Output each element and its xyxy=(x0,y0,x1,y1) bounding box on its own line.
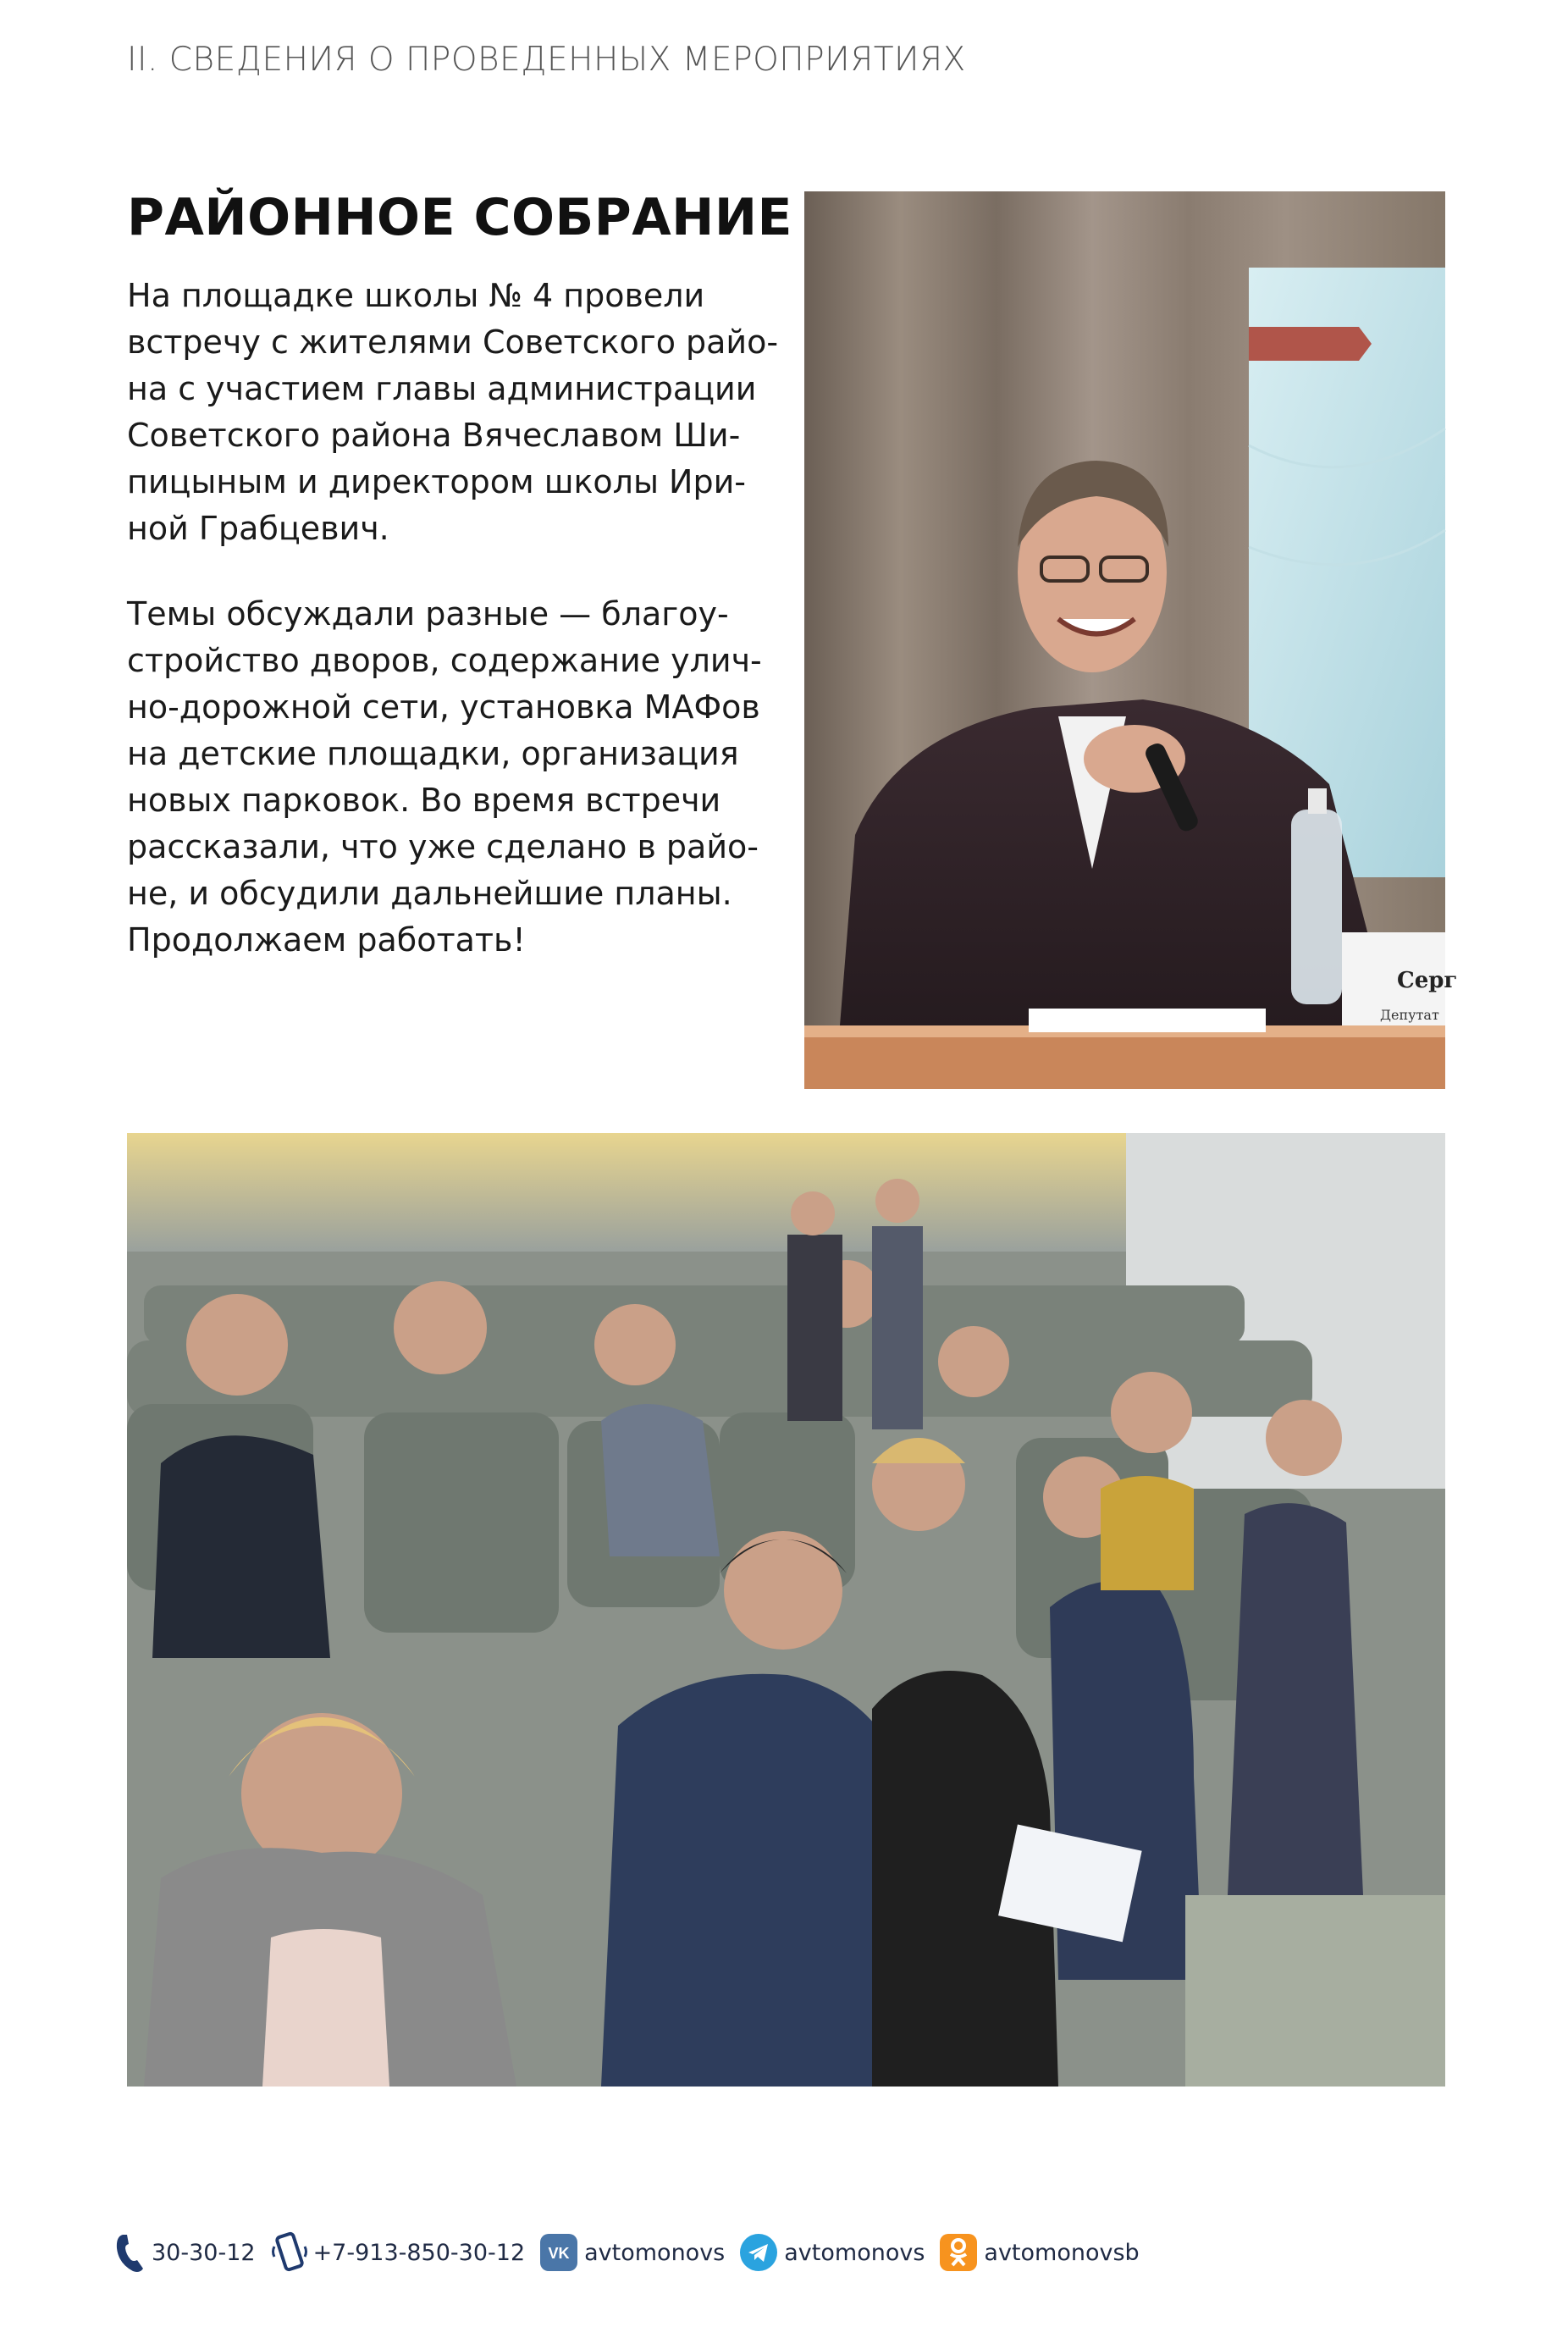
text-line: Советского района Вячеславом Ши- xyxy=(127,417,741,454)
text-line: Темы обсуждали разные — благоу- xyxy=(127,595,729,633)
text-line: на с участием главы администрации xyxy=(127,370,757,407)
svg-text:VK: VK xyxy=(548,2245,570,2262)
article-title: РАЙОННОЕ СОБРАНИЕ xyxy=(127,188,793,247)
nameplate-title: Депутат xyxy=(1380,1007,1439,1023)
section-header: II. СВЕДЕНИЯ О ПРОВЕДЕННЫХ МЕРОПРИЯТИЯХ xyxy=(127,41,966,79)
text-line: встречу с жителями Советского райо- xyxy=(127,323,779,361)
article-paragraph-2 xyxy=(127,591,775,964)
audience-photo xyxy=(127,1133,1445,2087)
footer-ok[interactable] xyxy=(940,2234,1139,2271)
footer-telegram[interactable] xyxy=(740,2234,925,2271)
footer-mobile[interactable] xyxy=(271,2231,526,2274)
text-line: рассказали, что уже сделано в райо- xyxy=(127,828,759,865)
footer-phone[interactable] xyxy=(114,2231,256,2274)
footer-vk[interactable] xyxy=(540,2234,725,2271)
text-line: но-дорожной сети, установка МАФов xyxy=(127,688,760,726)
mobile-phone-icon xyxy=(271,2231,308,2274)
odnoklassniki-icon xyxy=(940,2234,977,2271)
text-line: стройство дворов, содержание улич- xyxy=(127,642,762,679)
mobile-number: +7-913-850-30-12 xyxy=(312,2239,526,2266)
telegram-icon xyxy=(740,2234,777,2271)
phone-number: 30-30-12 xyxy=(152,2239,256,2266)
text-line: На площадке школы № 4 провели xyxy=(127,277,705,314)
footer-contacts xyxy=(114,2227,1155,2278)
article-paragraph-1 xyxy=(127,273,779,552)
text-line: на детские площадки, организация xyxy=(127,735,739,772)
vk-icon xyxy=(540,2234,577,2271)
phone-icon xyxy=(114,2231,146,2274)
nameplate-name: Серг xyxy=(1397,968,1458,993)
text-line: Продолжаем работать! xyxy=(127,921,526,959)
ok-handle: avtomonovsb xyxy=(984,2239,1140,2266)
text-line: новых парковок. Во время встречи xyxy=(127,782,721,819)
text-line: пицыным и директором школы Ири- xyxy=(127,463,746,500)
telegram-handle: avtomonovs xyxy=(784,2239,925,2266)
speaker-photo xyxy=(804,191,1458,1089)
text-line: не, и обсудили дальнейшие планы. xyxy=(127,875,732,912)
text-line: ной Грабцевич. xyxy=(127,510,389,547)
vk-handle: avtomonovs xyxy=(584,2239,726,2266)
